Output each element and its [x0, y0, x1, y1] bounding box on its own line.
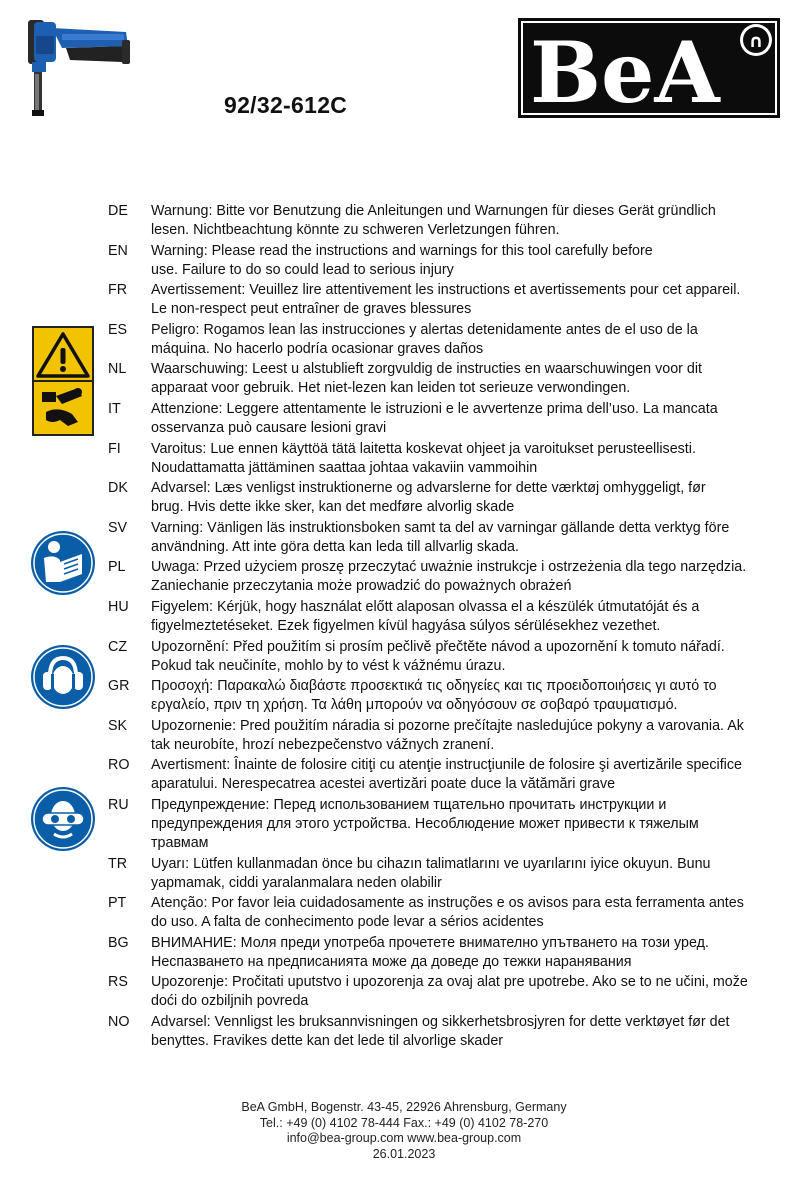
warning-text: Attenzione: Leggere attentamente le istruzioni e le avvertenze prima dell’uso. La mancata osservanza può causare lesioni gravi [151, 400, 718, 436]
logo-text: BeA [530, 23, 720, 118]
company-phone-fax: Tel.: +49 (0) 4102 78-444 Fax.: +49 (0) 4102 78-270 [259, 1115, 549, 1130]
language-code: DE [108, 203, 128, 219]
warning-text: Upozornenie: Pred použitím náradia si pozorne prečítajte nasledujúce pokyny a varovania. Ak tak neurobíte, hrozí nebezpečenstvo vážnych zranení. [151, 717, 744, 753]
warning-row-fr [108, 281, 788, 319]
language-code: FI [108, 440, 121, 457]
language-code: NL [108, 361, 127, 378]
warning-row-ru [108, 796, 788, 853]
warning-row-en [108, 242, 788, 280]
warning-row-it [108, 400, 788, 438]
warning-text: Varning: Vänligen läs instruktionsboken samt ta del av varningar gällande detta verktyg före användning. Att inte göra detta kan leda till allvarlig skada. [151, 519, 730, 555]
warning-row-fi [108, 440, 788, 478]
warning-row-gr [108, 677, 788, 715]
warning-text: Atenção: Por favor leia cuidadosamente as instruções e os avisos para esta ferramenta antes do uso. A falta de conhecimento pode levar a sérios acidentes [151, 895, 744, 931]
document-date: 26.01.2023 [372, 1146, 436, 1161]
company-contact: info@bea-group.com www.bea-group.com [286, 1131, 522, 1145]
warning-text: Figyelem: Kérjük, hogy használat előtt alaposan olvassa el a készülék útmutatóját és a figyelmeztetéseket. Ezek figyelmen kívül hagyása súlyos sérülésekhez vezethet. [151, 598, 700, 634]
warning-read-manual-icon [32, 326, 94, 436]
warning-row-bg [108, 934, 788, 972]
language-code: GR [108, 678, 130, 695]
warning-row-pt [108, 894, 788, 932]
language-code: SK [108, 717, 128, 734]
warning-text: Uwaga: Przed użyciem proszę przeczytać uważnie instrukcje i ostrzeżenia dla tego narzędzia. Zaniechanie przeczytania może prowadzić do poważnych obrażeń [151, 559, 747, 595]
language-code: BG [108, 934, 129, 951]
language-code: CZ [108, 638, 128, 655]
warning-row-pl [108, 558, 788, 596]
warning-row-sk [108, 717, 788, 755]
language-code: RU [108, 796, 129, 813]
model-number: 92/32-612C [224, 92, 348, 118]
warning-row-cz [108, 638, 788, 676]
language-code: FR [108, 282, 128, 299]
warning-text: Advarsel: Vennligst les bruksannvisningen og sikkerhetsbrosjyren for dette verktøyet før det benyttes. Fravikes dette kan det lede til alvorlige skader [151, 1013, 730, 1049]
eye-protection-icon [30, 786, 96, 852]
warning-text: ВНИМАНИЕ: Моля преди употреба прочетете внимателно упътването на този уред. Неспазването на предписанията може да доведе до тежки наранявания [151, 934, 709, 970]
warning-text: Upozornění: Před použitím si prosím pečlivě přečtěte návod a upozornění k tomuto nářadí. Pokud tak neučiníte, mohlo by to vést k vážnému úrazu. [151, 638, 725, 674]
warning-text: Προσοχή: Παρακαλώ διαβάστε προσεκτικά τις οδηγείες και τις προειδοποιήσεις γι αυτό το εργαλείο, πριν τη χρήση. Τα λάθη μπορούν να οδηγόσουν σε σοβαρό τραυματισμό. [151, 678, 717, 714]
warning-row-hu [108, 598, 788, 636]
language-code: ES [108, 321, 128, 338]
warning-text: Varoitus: Lue ennen käyttöä tätä laitetta koskevat ohjeet ja varoitukset perusteellisesti. Noudattamatta jättäminen saattaa johtaa vakaviin vammoihin [151, 440, 696, 476]
logo-mark-icon: ∩ [748, 31, 764, 52]
warning-text: Waarschuwing: Leest u alstublieft zorgvuldig de instructies en waarschuwingen voor dit apparaat voor gebruik. Het niet-lezen kan leiden tot serieuze verwondingen. [151, 361, 702, 397]
warning-list [108, 202, 788, 1052]
warning-text: Advarsel: Læs venligst instruktionerne og advarslerne for dette værktøj omhyggeligt, før brug. Hvis dette ikke sker, kan det medføre alvorlig skade [151, 480, 706, 516]
company-footer [0, 1100, 808, 1162]
warning-row-dk [108, 479, 788, 517]
language-code: RO [108, 757, 130, 774]
warning-text: Avertissement: Veuillez lire attentivement les instructions et avertissements pour cet appareil. Le non-respect peut entraîner de graves blessures [151, 282, 741, 318]
warning-row-sv [108, 519, 788, 557]
read-manual-icon [30, 530, 96, 596]
language-code: IT [108, 400, 121, 417]
warning-text: Предупреждение: Перед использованием тщательно прочитать инструкции и предупреждения для этого устройства. Несоблюдение может привести к тяжелым травмам [151, 796, 699, 851]
warning-text: Warnung: Bitte vor Benutzung die Anleitungen und Warnungen für dieses Gerät gründlich lesen. Nichtbeachtung könnte zu schweren Verletzungen führen. [151, 203, 716, 238]
warning-text: Upozorenje: Pročitati uputstvo i upozorenja za ovaj alat pre upotrebe. Ako se to ne učini, može doći do ozbiljnih povreda [151, 974, 748, 1010]
language-code: PT [108, 895, 127, 912]
language-code: RS [108, 974, 128, 991]
warning-row-no [108, 1013, 788, 1051]
warning-row-ro [108, 756, 788, 794]
warning-text: Peligro: Rogamos lean las instrucciones y alertas detenidamente antes de el uso de la máquina. No hacerlo podría ocasionar graves daños [151, 321, 698, 357]
language-code: DK [108, 480, 128, 497]
warning-row-es [108, 321, 788, 359]
ear-protection-icon [30, 644, 96, 710]
bea-logo [518, 18, 780, 118]
language-code: TR [108, 855, 128, 872]
warning-text: Warning: Please read the instructions and warnings for this tool carefully before use. Failure to do so could lead to serious injury [151, 242, 653, 278]
company-address: BeA GmbH, Bogenstr. 43-45, 22926 Ahrensburg, Germany [241, 1100, 567, 1114]
warning-row-nl [108, 360, 788, 398]
warning-text: Avertisment: Înainte de folosire citiţi cu atenţie instrucţiunile de folosire şi avertizările specifice aparatului. Nerespecatrea acestei avertizări poate duce la vătămări grave [151, 757, 742, 793]
language-code: PL [108, 559, 126, 576]
language-code: HU [108, 598, 129, 615]
warning-row-tr [108, 855, 788, 893]
stapler-tool-image [22, 14, 134, 118]
warning-row-rs [108, 973, 788, 1011]
language-code: NO [108, 1013, 130, 1030]
language-code: SV [108, 519, 128, 536]
warning-row-de [108, 202, 788, 240]
language-code: EN [108, 242, 128, 259]
warning-text: Uyarı: Lütfen kullanmadan önce bu cihazın talimatlarını ve uyarılarını iyice okuyun. Bunu yapmamak, ciddi yaralanmalara neden olabilir [151, 855, 711, 891]
